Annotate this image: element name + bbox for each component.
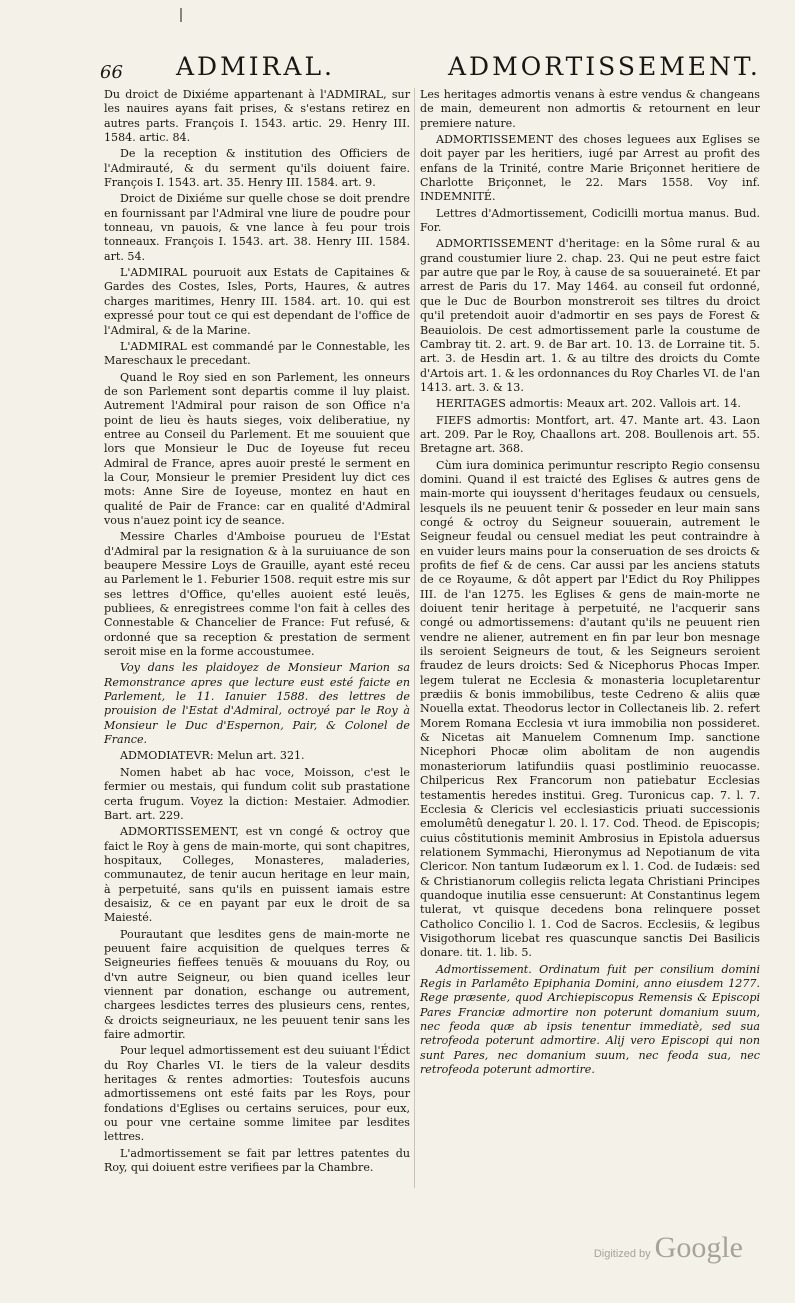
left-running-head: ADMIRAL.	[176, 52, 335, 81]
paragraph: Les heritages admortis venans à estre vendus & changeans de main, demeurent non admortis & retournent en leur premiere nature.	[420, 88, 760, 130]
paragraph: Nomen habet ab hac voce, Moisson, c'est le fermier ou mestais, qui fundum colit sub prastatione certa frugum. Voyez la diction: Mestaier. Admodier. Bart. art. 229.	[104, 765, 410, 822]
paragraph: Du droict de Dixiéme appartenant à l'ADMIRAL, sur les nauires ayans fait prises, & s'estans retirez en autres parts. François I. 1543. artic. 29. Henry III. 1584. artic. 84.	[104, 88, 410, 145]
google-logo: Google	[654, 1231, 743, 1264]
paragraph: L'ADMIRAL est commandé par le Connestable, les Mareschaux le precedant.	[104, 339, 410, 368]
right-column	[420, 88, 760, 1077]
margin-mark	[180, 8, 182, 22]
paragraph: Pour lequel admortissement est deu suiuant l'Édict du Roy Charles VI. le tiers de la valeur desdits heritages & rentes admorties: Toutesfois aucuns admortissemens ont esté faits par les Roys, pour fondations d'Eglises ou certains seruices, pour eux, ou pour vne certaine somme limitee par lesdites lettres.	[104, 1044, 410, 1144]
paragraph: Lettres d'Admortissement, Codicilli mortua manus. Bud. For.	[420, 206, 760, 235]
paragraph: De la reception & institution des Officiers de l'Admirauté, & du serment qu'ils doiuent faire. François I. 1543. art. 35. Henry III. 1584. art. 9.	[104, 147, 410, 190]
paragraph: Admortissement. Ordinatum fuit per consilium domini Regis in Parlamêto Epiphania Domini, anno eiusdem 1277. Rege præsente, quod Archiepiscopus Remensis & Episcopi Pares Franciæ admortire non poterunt domanium suum, nec feoda quæ ab ipsis tenentur immediatè, sed sua retrofeoda poterunt admortire. Alij vero Episcopi qui non sunt Pares, nec domanium suum, nec feoda sua, nec retrofeoda poterunt admortire.	[420, 962, 760, 1077]
paragraph: FIEFS admortis: Montfort, art. 47. Mante art. 43. Laon art. 209. Par le Roy, Chaallons art. 208. Boullenois art. 55. Bretagne art. 368.	[420, 413, 760, 456]
page-header	[100, 52, 775, 86]
paragraph: HERITAGES admortis: Meaux art. 202. Vallois art. 14.	[436, 397, 741, 411]
paragraph: ADMORTISSEMENT, est vn congé & octroy que faict le Roy à gens de main-morte, qui sont chapitres, hospitaux, Colleges, Monasteres, maladeries, communautez, de tenir aucun heritage en leur main, à perpetuité, sans qu'ils en puissent iamais estre desaisiz, & ce en payant par eux le droit de sa Maiesté.	[104, 825, 410, 925]
paragraph: ADMODIATEVR: Melun art. 321.	[120, 749, 305, 763]
paragraph: Quand le Roy sied en son Parlement, les onneurs de son Parlement sont departis comme il luy plaist. Autrement l'Admiral pour raison de son Office n'a point de lieu ès hauts sieges, voix deliberatiue, ny entree au Conseil du Parlement. Et me souuient que lors que Monsieur le Duc de Ioyeuse fut receu Admiral de France, apres auoir presté le serment en la Cour, Monsieur le premier President luy dict ces mots: Anne Sire de Ioyeuse, montez en haut en qualité de Pair de France: car en qualité d'Admiral vous n'auez point icy de seance.	[104, 370, 410, 527]
paragraph: ADMORTISSEMENT des choses leguees aux Eglises se doit payer par les heritiers, iugé par Arrest au profit des enfans de la Trinité, contre Marie Briçonnet heritiere de Charlotte Briçonnet, le 22. Mars 1558. Voy inf. INDEMNITÉ.	[420, 133, 760, 204]
right-running-head: ADMORTISSEMENT.	[448, 52, 761, 81]
paragraph: Cùm iura dominica perimuntur rescripto Regio consensu domini. Quand il est traicté des Eglises & autres gens de main-morte qui iouyssent d'heritages feudaux ou censuels, lesquels ils ne peuuent tenir & posseder en leur main sans congé & octroy du Seigneur souuerain, autrement le Seigneur feudal ou censuel mediat les peut contraindre à en vuider leurs mains pour la conseruation de ses droicts & profits de fief & de cens. Car aussi par les anciens statuts de ce Royaume, & dôt appert par l'Edict du Roy Philippes III. de l'an 1275. les Eglises & gens de main-morte ne doiuent tenir heritage à perpetuité, ne l'acquerir sans congé ou admortissemens: d'autant qu'ils ne peuuent rien vendre ne aliener, autrement en fin par leur bon mesnage ils seroient Seigneurs de tout, & les Seigneurs seroient fraudez de leurs droicts: Sed & Nicephorus Phocas Imper. legem tulerat ne Ecclesia & monasteria locupletarentur prædiis & bonis immobilibus, teste Cedreno & aliis quæ Nouella extat. Theodorus lector in Collectaneis lib. 2. refert Morem Romana Ecclesia vt iura immobilia non possideret. & Nicetas ait Manuelem Comnenum Imp. sanctione Nicephori Phocæ olim abolitam de non augendis monasteriorum latifundiis quasi postliminio reuocasse. Chilpericus Rex Francorum non patiebatur Ecclesias testamentis heredes institui. Greg. Turonicus cap. 7. l. 7. Ecclesia & Clericis vel ecclesiasticis priuati successionis emolumêtû denegatur l. 20. l. 17. Cod. Theod. de Episcopis; cuius côstitutionis meminit Ambrosius in Epistola aduersus relationem Symmachi, Hieronymus ad Nepotianum de vita Clericor. Non tantum Iudæorum ex l. 1. Cod. de Iudæis: sed & Christianorum collegiis relicta legata Christiani Principes quandoque inutilia esse censuerunt: At Constantinus legem tulerat, vt quisque decedens bona relinquere posset Catholico Concilio l. 1. Cod de Sacros. Ecclesiis, & legibus Visigothorum licebat res quascunque sanctis Dei Basilicis donare. tit. 1. lib. 5.	[420, 458, 760, 960]
paragraph: ADMORTISSEMENT d'heritage: en la Sôme rural & au grand coustumier liure 2. chap. 23. Qui ne peut estre faict par autre que par le Roy, à cause de sa souueraineté. Et par arrest de Paris du 17. May 1464. au conseil fut ordonné, que le Duc de Bourbon monstreroit ses tiltres du droict qu'il pretendoit auoir d'admortir en ses pays de Forest & Beauiolois. De cest admortissement parle la coustume de Cambray tit. 2. art. 9. de Bar art. 10. 13. de Lorraine tit. 5. art. 3. de Hesdin art. 1. & au tiltre des droicts du Comte d'Artois art. 1. & les ordonnances du Roy Charles VI. de l'an 1413. art. 3. & 13.	[420, 237, 760, 394]
paragraph: Pourautant que lesdites gens de main-morte ne peuuent faire acquisition de quelques terres & Seigneuries fieffees tenuës & mouuans du Roy, ou d'vn autre Seigneur, ou bien quand icelles leur viennent par donation, eschange ou autrement, chargees lesdictes terres des plusieurs cens, rentes, & droicts seigneuriaux, ne les peuuent tenir sans les faire admortir.	[104, 927, 410, 1041]
digitized-by-text: Digitized by	[593, 1248, 651, 1260]
google-watermark	[594, 1231, 743, 1265]
paragraph: Voy dans les plaidoyez de Monsieur Marion sa Remonstrance apres que lecture eust esté faicte en Parlement, le 11. Ianuier 1588. des lettres de prouision de l'Estat d'Admiral, octroyé par le Roy à Monsieur le Duc d'Espernon, Pair, & Colonel de France.	[104, 661, 410, 747]
left-column	[104, 88, 410, 1175]
paragraph: L'admortissement se fait par lettres patentes du Roy, qui doiuent estre verifiees par la Chambre.	[104, 1146, 410, 1175]
paragraph: L'ADMIRAL pouruoit aux Estats de Capitaines & Gardes des Costes, Isles, Ports, Haures, & autres charges maritimes, Henry III. 1584. art. 10. qui est expressé pour tout ce qui est dependant de l'office de l'Admiral, & de la Marine.	[104, 266, 410, 337]
paragraph: Droict de Dixiéme sur quelle chose se doit prendre en fournissant par l'Admiral vne liure de poudre pour tonneau, vn pauois, & vne lance à feu pour trois tonneaux. François I. 1543. art. 38. Henry III. 1584. art. 54.	[104, 192, 410, 263]
column-divider	[414, 88, 415, 1188]
page-number: 66	[100, 62, 123, 83]
paragraph: Messire Charles d'Amboise pourueu de l'Estat d'Admiral par la resignation & à la suruiuance de son beaupere Messire Loys de Grauille, ayant esté receu au Parlement le 1. Feburier 1508. requit estre mis sur ses lettres d'Office, qu'elles auoient esté leuës, publiees, & enregistrees comme l'on fait à celles des Connestable & Chancelier de France: Fut refusé, & ordonné que sa reception & prestation de serment seroit mise en la forme accoustumee.	[104, 530, 410, 659]
